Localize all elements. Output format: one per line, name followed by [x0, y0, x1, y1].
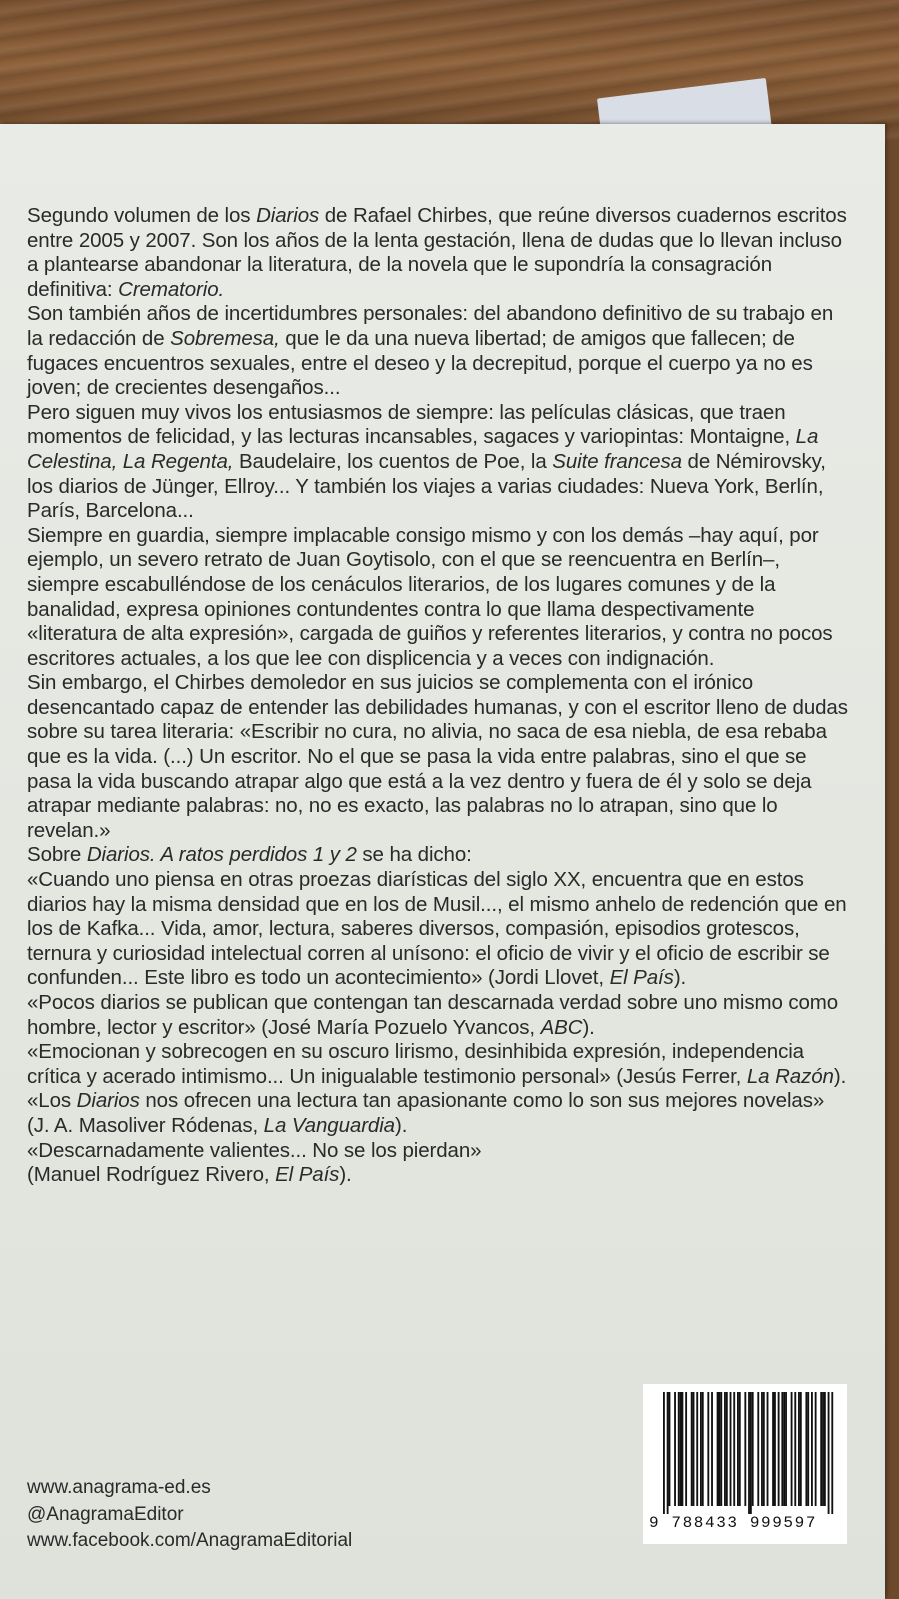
barcode-bar: [724, 1392, 726, 1506]
barcode-bar: [702, 1392, 704, 1506]
review-attribution: (Manuel Rodríguez Rivero, El País).: [27, 1163, 352, 1187]
review-quote: «Descarnadamente valientes... No se los pierdan»: [27, 1138, 482, 1162]
barcode-bar: [685, 1392, 687, 1506]
barcode-bar: [800, 1392, 802, 1506]
publisher-contacts: [27, 1475, 352, 1555]
barcode-bar: [822, 1392, 824, 1506]
barcode-bar: [761, 1392, 763, 1506]
barcode-bars: [643, 1384, 847, 1514]
barcode-bar: [774, 1392, 776, 1506]
barcode-bar: [828, 1392, 830, 1514]
review-quote: «Emocionan y sobrecogen en su oscuro lirismo, desinhibida expresión, independencia crítica y acerado intimismo... Un inigualable testimonio personal» (Jesús Ferrer, La Razón).: [27, 1040, 847, 1088]
barcode-bar: [781, 1392, 783, 1506]
blurb-paragraph: Sin embargo, el Chirbes demoledor en sus juicios se complementa con el irónico desencantado capaz de entender las debilidades humanas, y con el escritor lleno de dudas sobre su tarea literaria: «Escribir no cura, no alivia, no saca de esa niebla, de esa rebaba que es la vida. (...) Un escritor. No el que se pasa la vida entre palabras, sino el que se pasa la vida buscando atrapar algo que está a la vez dentro y fuera de él y solo se deja atrapar mediante palabras: no, no es exacto, las palabras no lo atrapan, sino que lo revelan.»: [27, 671, 848, 842]
barcode-bar: [811, 1392, 813, 1506]
barcode-bar: [739, 1392, 741, 1506]
barcode-bar: [674, 1392, 676, 1506]
barcode-bar: [805, 1392, 807, 1506]
barcode-bar: [798, 1392, 800, 1506]
barcode-bar: [678, 1392, 680, 1506]
barcode-bar: [669, 1392, 671, 1506]
review-quote: «Pocos diarios se publican que contengan tan descarnada verdad sobre uno mismo como hombre, lector y escritor» (José María Pozuelo Yvancos, ABC).: [27, 991, 839, 1039]
barcode-bar: [696, 1392, 698, 1506]
barcode-bar: [707, 1392, 709, 1506]
blurb-paragraph: Son también años de incertidumbres personales: del abandono definitivo de su trabajo en la redacción de Sobremesa, que le da una nueva libertad; de amigos que fallecen; de fugaces encuentros sexuales, entre el deseo y la decrepitud, porque el cuerpo ya no es joven; de crecientes desengaños...: [27, 302, 834, 400]
barcode-bar: [691, 1392, 693, 1506]
blurb-paragraph: Siempre en guardia, siempre implacable consigo mismo y con los demás –hay aquí, por ejemplo, un severo retrato de Juan Goytisolo, con el que se reencuentra en Berlín–, siempre escabulléndose de los cenáculos literarios, de los lugares comunes y de la banalidad, expresa opiniones contundentes contra lo que llama despectivamente «literatura de alta expresión», cargada de guiños y referentes literarios, y contra no pocos escritores actuales, a los que lee con displicencia y a veces con indignación.: [27, 523, 833, 670]
barcode-bar: [682, 1392, 684, 1506]
publisher-facebook: www.facebook.com/AnagramaEditorial: [27, 1530, 353, 1551]
barcode-bar: [778, 1392, 780, 1506]
barcode-bar: [752, 1392, 754, 1506]
barcode-bar: [815, 1392, 817, 1506]
barcode-bar: [791, 1392, 793, 1506]
barcode-bar: [757, 1392, 759, 1506]
back-cover-blurb: [27, 204, 849, 1188]
barcode-bar: [748, 1392, 750, 1514]
barcode-bar: [744, 1392, 746, 1506]
barcode-bar: [737, 1392, 739, 1506]
barcode-bar: [763, 1392, 765, 1506]
barcode-bar: [663, 1392, 665, 1514]
barcode-bar: [717, 1392, 719, 1506]
barcode-bar: [693, 1392, 695, 1506]
barcode-bar: [720, 1392, 722, 1506]
barcode-bar: [772, 1392, 774, 1506]
barcode-bar: [820, 1392, 822, 1506]
isbn-barcode: [643, 1384, 847, 1544]
barcode-bar: [767, 1392, 769, 1506]
review-quote: «Los Diarios nos ofrecen una lectura tan apasionante como lo son sus mejores novelas» (J. A. Masoliver Ródenas, La Vanguardia).: [27, 1089, 825, 1137]
barcode-bar: [700, 1392, 702, 1506]
barcode-bar: [719, 1392, 721, 1506]
isbn-number: 9 788433 999597: [649, 1514, 818, 1532]
barcode-bar: [750, 1392, 752, 1514]
barcode-bar: [680, 1392, 682, 1506]
barcode-bar: [794, 1392, 796, 1506]
publisher-website: www.anagrama-ed.es: [27, 1477, 211, 1498]
blurb-paragraph: Pero siguen muy vivos los entusiasmos de siempre: las películas clásicas, que traen momentos de felicidad, y las lecturas incansables, sagaces y variopintas: Montaigne, La Celestina, La Regenta, Baudelaire, los cuentos de Poe, la Suite francesa de Némirovsky, los diarios de Jünger, Ellroy... Y también los viajes a varias ciudades: Nueva York, Berlín, París, Barcelona...: [27, 400, 826, 523]
review-quote: «Cuando uno piensa en otras proezas diarísticas del siglo XX, encuentra que en estos diarios hay la misma densidad que en los de Musil..., el mismo anhelo de redención que en los de Kafka... Vida, amor, lectura, saberes diversos, compasión, episodios grotescos, ternura y curiosidad intelectual corren al unísono: el oficio de vivir y el oficio de escribir se confunden... Este libro es todo un acontecimiento» (Jordi Llovet, El País).: [27, 868, 847, 990]
barcode-bar: [807, 1392, 809, 1506]
barcode-bar: [824, 1392, 826, 1506]
barcode-bar: [711, 1392, 713, 1506]
barcode-bar: [733, 1392, 735, 1506]
blurb-paragraph: Segundo volumen de los Diarios de Rafael Chirbes, que reúne diversos cuadernos escritos entre 2005 y 2007. Son los años de la lenta gestación, llena de dudas que lo llevan incluso a plantearse abandonar la literatura, de la novela que le supondría la consagración definitiva: Crematorio.: [27, 204, 847, 301]
barcode-bar: [730, 1392, 732, 1506]
barcode-bar: [785, 1392, 787, 1506]
publisher-twitter: @AnagramaEditor: [27, 1503, 184, 1525]
barcode-bar: [726, 1392, 728, 1506]
reviews-intro: Sobre Diarios. A ratos perdidos 1 y 2 se ha dicho:: [27, 843, 472, 867]
barcode-bar: [783, 1392, 785, 1506]
barcode-bar: [831, 1392, 833, 1514]
barcode-bar: [667, 1392, 669, 1514]
